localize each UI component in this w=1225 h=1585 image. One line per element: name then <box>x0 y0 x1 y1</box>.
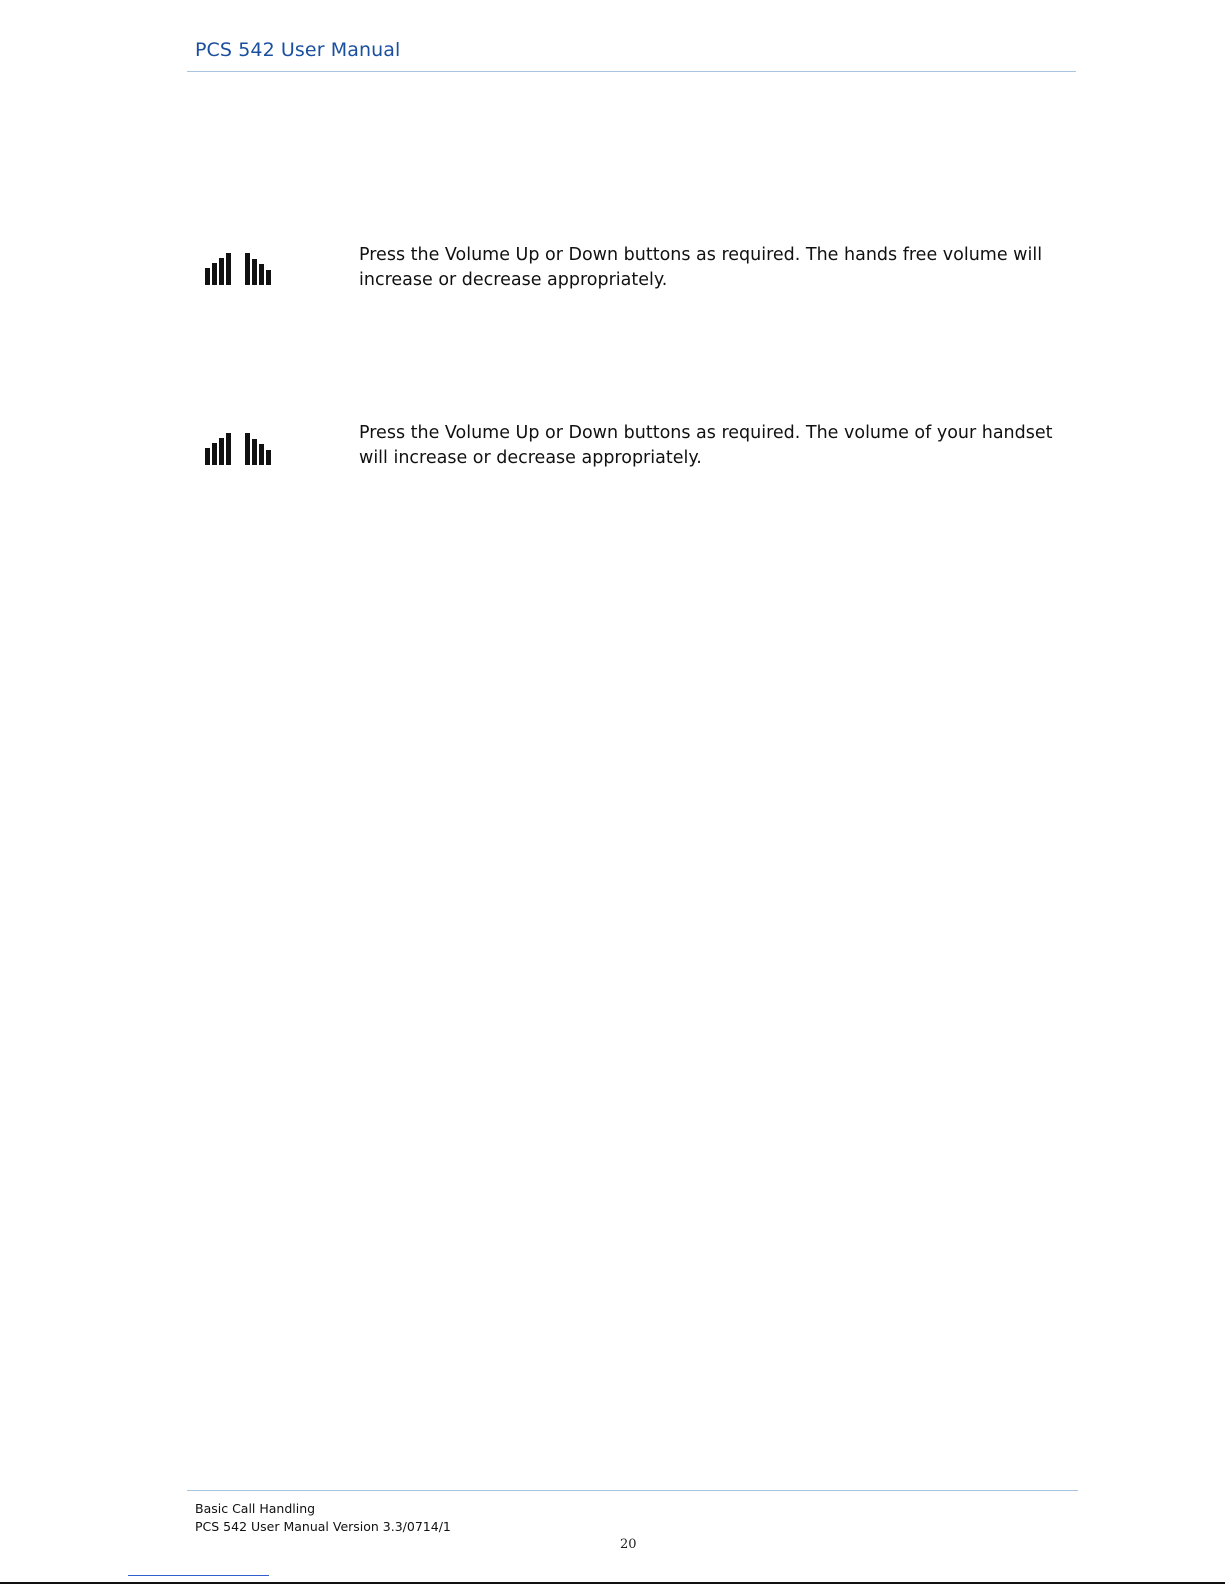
footer-version: PCS 542 User Manual Version 3.3/0714/1 <box>195 1519 451 1534</box>
footer-divider <box>187 1490 1078 1491</box>
footer-section-title: Basic Call Handling <box>195 1501 316 1516</box>
page-number: 20 <box>620 1537 637 1552</box>
page-header-title: PCS 542 User Manual <box>195 39 401 61</box>
volume-bars-icon <box>205 251 283 287</box>
volume-bars-icon <box>205 429 283 465</box>
bottom-border <box>0 1582 1225 1584</box>
instruction-text: Press the Volume Up or Down buttons as required. The hands free volume will increase or decrease appropriately. <box>359 245 1043 290</box>
link-underline[interactable] <box>128 1575 269 1576</box>
header-divider <box>187 71 1076 72</box>
instruction-text: Press the Volume Up or Down buttons as required. The volume of your handset will increase or decrease appropriately. <box>359 423 1053 468</box>
